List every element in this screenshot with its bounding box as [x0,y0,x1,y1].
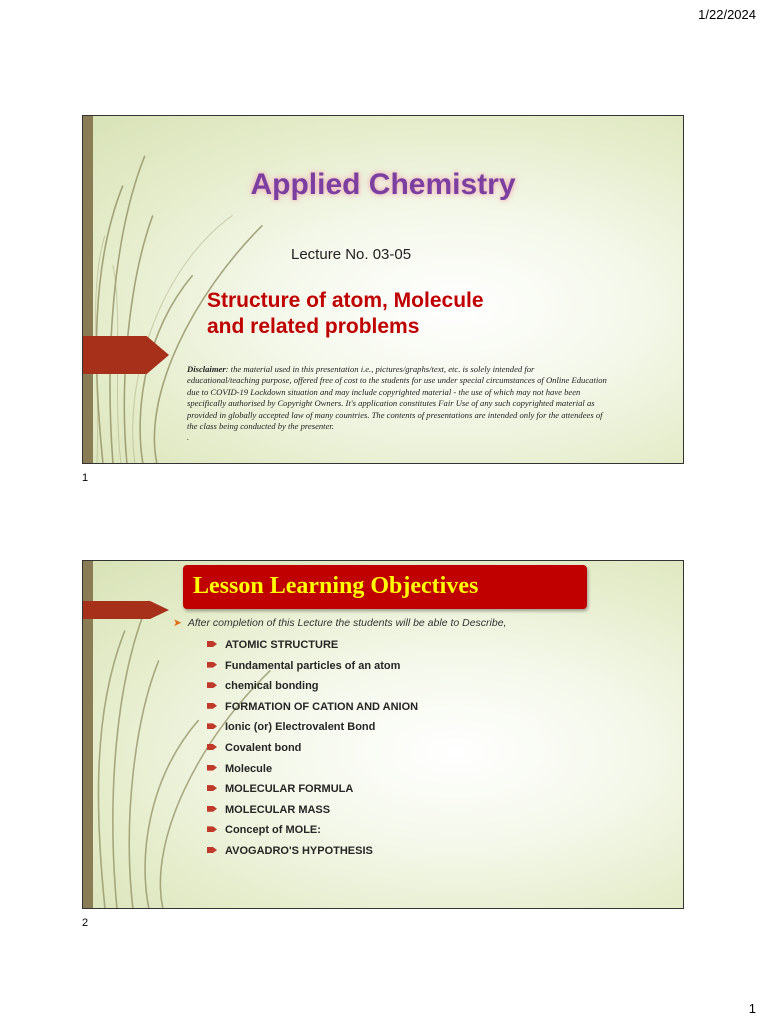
list-item: ATOMIC STRUCTURE [207,638,418,659]
page-number: 1 [748,1001,756,1016]
slide-title: Applied Chemistry [250,168,516,201]
arrow-bullet-icon [207,806,217,812]
disclaimer-end: . [187,432,190,443]
objectives-intro [173,617,506,629]
arrow-bullet-icon [207,723,217,729]
arrowhead-bullet-icon: ➤ [173,617,182,629]
slide-1 [82,115,684,464]
arrow-bullet-icon [207,744,217,750]
lecture-number: Lecture No. 03-05 [291,246,412,263]
arrow-bullet-icon [207,765,217,771]
list-item: MOLECULAR MASS [207,803,418,824]
arrow-bullet-icon [207,785,217,791]
disclaimer [187,364,607,444]
objectives-list [207,638,418,865]
intro-text: After completion of this Lecture the students will be able to Describe, [187,617,507,629]
arrow-bullet-icon [207,682,217,688]
list-item: chemical bonding [207,679,418,700]
disclaimer-label: Disclaimer [187,364,226,374]
subtitle-line-1: Structure of atom, Molecule [207,289,484,312]
print-date: 1/22/2024 [698,7,756,22]
list-item: Covalent bond [207,741,418,762]
arrow-bullet-icon [207,847,217,853]
list-item: Molecule [207,762,418,783]
arrow-bullet-icon [207,641,217,647]
slide-subtitle [207,288,627,340]
slide-2 [82,560,684,909]
slide-number-2: 2 [82,917,89,929]
subtitle-line-2: and related problems [207,315,420,338]
arrow-bullet-icon [207,662,217,668]
list-item: Fundamental particles of an atom [207,659,418,680]
list-item: MOLECULAR FORMULA [207,782,418,803]
list-item: FORMATION OF CATION AND ANION [207,700,418,721]
arrow-bullet-icon [207,826,217,832]
slide-title: Lesson Learning Objectives [193,573,479,599]
slide-number-1: 1 [82,472,89,484]
list-item: AVOGADRO'S HYPOTHESIS [207,844,418,865]
list-item: Ionic (or) Electrovalent Bond [207,720,418,741]
objectives-title-box [183,565,587,609]
list-item: Concept of MOLE: [207,823,418,844]
disclaimer-text: : the material used in this presentation i.e., pictures/graphs/text, etc. is solely intended for educational/teaching purpose, offered free of cost to the students for use under special circumstances of Online Education due to COVID-19 Lockdown situation and may include copyrighted material - the use of which may not have been specifically authorised by Copyright Owners. It's application constitutes Fair Use of any such copyrighted material as provided in globally accepted law of many countries. The contents of presentations are intended only for the attendees of the class being conducted by the presenter. [187,364,607,432]
arrow-bullet-icon [207,703,217,709]
